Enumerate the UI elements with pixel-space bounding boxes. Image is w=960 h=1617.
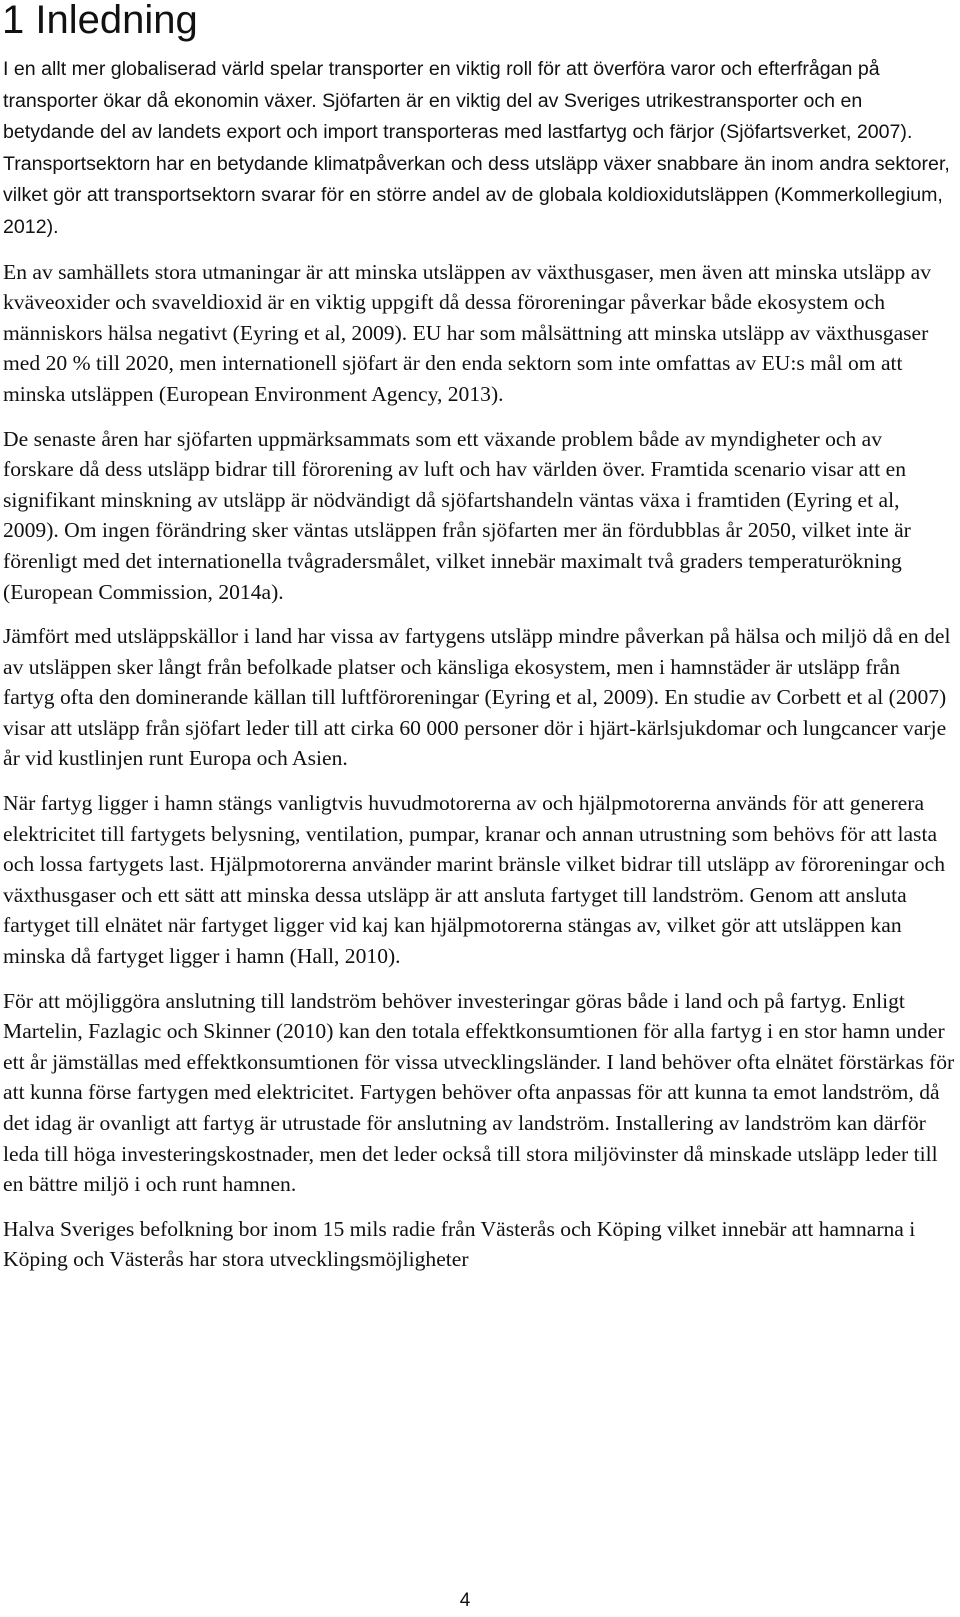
paragraph-7-text: Halva Sveriges befolkning bor inom 15 mils radie från Västerås och Köping vilket innebär att hamnarna i Köping och Västerås har stora utvecklingsmöjligheter — [3, 1216, 916, 1272]
body-text — [3, 53, 955, 1289]
paragraph-7 — [3, 1214, 955, 1275]
paragraph-6-text: För att möjliggöra anslutning till landström behöver investeringar göras både i land och på fartyg. Enligt Martelin, Fazlagic och Skinner (2010) kan den totala effektkonsumtionen för alla fartyg i en stor hamn under ett år jämställas med effektkonsumtionen för vissa utvecklingsländer. I land behöver ofta elnätet förstärkas för att kunna förse fartygen med elektricitet. Fartygen behöver ofta anpassas för att kunna ta emot landström, då det idag är ovanligt att fartyg är utrustade för anslutning av landström. Installering av landström kan därför leda till höga investeringskostnader, men det leder också till stora miljövinster då minskade utsläpp leder till en bättre miljö i och runt hamnen. — [3, 988, 955, 1197]
section-heading: 1 Inledning — [2, 0, 198, 42]
paragraph-4-text: Jämfört med utsläppskällor i land har vissa av fartygens utsläpp mindre påverkan på hälsa och miljö då en del av utsläppen sker långt från befolkade platser och känsliga ekosystem, men i hamnstäder är utsläpp från fartyg ofta den dominerande källan till luftföroreningar (Eyring et al, 2009). En studie av Corbett et al (2007) visar att utsläpp från sjöfart leder till att cirka 60 000 personer dör i hjärt-kärlsjukdomar och lungcancer varje år vid kustlinjen runt Europa och Asien. — [3, 624, 951, 771]
paragraph-5 — [3, 788, 955, 972]
paragraph-3 — [3, 424, 955, 608]
paragraph-6 — [3, 986, 955, 1200]
paragraph-1 — [3, 53, 955, 243]
paragraph-3-text: De senaste åren har sjöfarten uppmärksammats som ett växande problem både av myndigheter och av forskare då dess utsläpp bidrar till förorening av luft och hav världen över. Framtida scenario visar att en signifikant minskning av utsläpp är nödvändigt då sjöfartshandeln väntas växa i framtiden (Eyring et al, 2009). Om ingen förändring sker väntas utsläppen från sjöfarten mer än fördubblas år 2050, vilket inte är förenligt med det internationella tvågradersmålet, vilket innebär maximalt två graders temperaturökning (European Commission, 2014a). — [3, 426, 911, 604]
paragraph-1-text: I en allt mer globaliserad värld spelar transporter en viktig roll för att överföra varor och efterfrågan på transporter ökar då ekonomin växer. Sjöfarten är en viktig del av Sveriges utrikestransporter och en betydande del av landets export och import transporteras med lastfartyg och färjor (Sjöfartsverket, 2007). Transportsektorn har en betydande klimatpåverkan och dess utsläpp växer snabbare än inom andra sektorer, vilket gör att transportsektorn svarar för en större andel av de globala koldioxidutsläppen (Kommerkollegium, 2012). — [3, 58, 950, 238]
paragraph-2 — [3, 257, 955, 410]
page-number: 4 — [459, 1590, 471, 1611]
paragraph-2-text: En av samhällets stora utmaningar är att minska utsläppen av växthusgaser, men även att minska utsläpp av kväveoxider och svaveldioxid är en viktig uppgift då dessa föroreningar påverkar både ekosystem och människors hälsa negativt (Eyring et al, 2009). EU har som målsättning att minska utsläpp av växthusgaser med 20 % till 2020, men internationell sjöfart är den enda sektorn som inte omfattas av EU:s mål om att minska utsläppen (European Environment Agency, 2013). — [3, 259, 932, 406]
paragraph-5-text: När fartyg ligger i hamn stängs vanligtvis huvudmotorerna av och hjälpmotorerna används för att generera elektricitet till fartygets belysning, ventilation, pumpar, kranar och annan utrustning som behövs för att lasta och lossa fartygets last. Hjälpmotorerna använder marint bränsle vilket bidrar till utsläpp av föroreningar och växthusgaser och ett sätt att minska dessa utsläpp är att ansluta fartyget till landström. Genom att ansluta fartyget till elnätet när fartyget ligger vid kaj kan hjälpmotorerna stängas av, vilket gör att utsläppen kan minska då fartyget ligger i hamn (Hall, 2010). — [3, 791, 946, 969]
paragraph-4 — [3, 621, 955, 774]
